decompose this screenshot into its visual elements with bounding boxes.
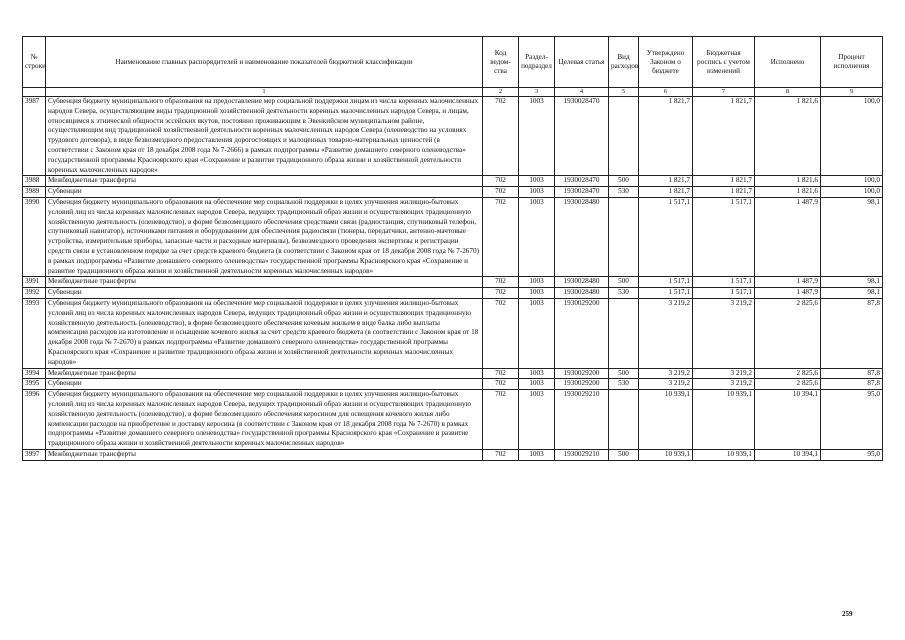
row-number: 3989 (23, 187, 46, 198)
executed-amount: 1 821,6 (755, 97, 821, 176)
approved-amount: 1 821,7 (639, 187, 693, 198)
expense-kind: 500 (609, 176, 639, 187)
dept-code: 702 (483, 449, 519, 460)
row-number: 3990 (23, 197, 46, 276)
executed-amount: 2 825,6 (755, 379, 821, 390)
table-row (23, 379, 883, 390)
section-code: 1003 (519, 379, 555, 390)
page-number: 259 (842, 610, 853, 618)
row-name: Субвенции (46, 187, 483, 198)
row-number: 3992 (23, 288, 46, 299)
target-article: 1930028480 (555, 197, 609, 276)
column-number: 8 (755, 88, 821, 97)
approved-amount: 1 517,1 (639, 197, 693, 276)
expense-kind: 530 (609, 379, 639, 390)
row-number: 3988 (23, 176, 46, 187)
budget-document (22, 36, 882, 461)
target-article: 1930029200 (555, 379, 609, 390)
budget-amount: 1 821,7 (693, 97, 755, 176)
section-code: 1003 (519, 97, 555, 176)
execution-percent: 98,1 (821, 288, 883, 299)
column-number: 1 (46, 88, 483, 97)
row-name: Межбюджетные трансферты (46, 368, 483, 379)
section-code: 1003 (519, 368, 555, 379)
row-name: Субвенция бюджету муниципального образования на обеспечение мер социальной поддержки в целях улучшения жилищно-бытовых условий лиц из числа коренных малочисленных народов Севера, ведущих традиционный образ жизни и осуществляющих традиционную хозяйственную деятельность (оленеводство), в форме безвозмездного обеспечения керосином для освещения кочевого жилья либо компенсации расходов на приобретение и доставку керосина (в соответствии с Законом края от 18 декабря 2008 года № 7-2670) в рамках подпрограммы «Развитие домашнего северного оленеводства» государственной программы Красноярского края «Сохранение и развитие традиционного образа жизни и хозяйственной деятельности коренных малочисленных народов» (46, 390, 483, 450)
dept-code: 702 (483, 176, 519, 187)
section-code: 1003 (519, 197, 555, 276)
target-article: 1930029200 (555, 368, 609, 379)
column-number: 9 (821, 88, 883, 97)
table-row (23, 449, 883, 460)
approved-amount: 3 219,2 (639, 298, 693, 368)
table-row (23, 97, 883, 176)
row-number: 3987 (23, 97, 46, 176)
expense-kind: 500 (609, 277, 639, 288)
row-number: 3997 (23, 449, 46, 460)
budget-amount: 3 219,2 (693, 368, 755, 379)
column-number: 3 (519, 88, 555, 97)
dept-code: 702 (483, 379, 519, 390)
header-dept-code: Код ведом-ства (483, 37, 519, 88)
section-code: 1003 (519, 298, 555, 368)
approved-amount: 1 821,7 (639, 97, 693, 176)
row-number: 3991 (23, 277, 46, 288)
column-number: 5 (609, 88, 639, 97)
dept-code: 702 (483, 298, 519, 368)
budget-amount: 1 821,7 (693, 176, 755, 187)
expense-kind: 530 (609, 187, 639, 198)
target-article: 1930028480 (555, 288, 609, 299)
dept-code: 702 (483, 288, 519, 299)
section-code: 1003 (519, 277, 555, 288)
table-row (23, 176, 883, 187)
expense-kind: 500 (609, 368, 639, 379)
target-article: 1930028470 (555, 97, 609, 176)
expense-kind (609, 390, 639, 450)
budget-amount: 10 939,1 (693, 449, 755, 460)
budget-amount: 10 939,1 (693, 390, 755, 450)
target-article: 1930029210 (555, 390, 609, 450)
budget-amount: 1 517,1 (693, 288, 755, 299)
header-name: Наименование главных распорядителей и наименование показателей бюджетной классификации (46, 37, 483, 88)
expense-kind: 530 (609, 288, 639, 299)
target-article: 1930028480 (555, 277, 609, 288)
executed-amount: 1 487,9 (755, 277, 821, 288)
section-code: 1003 (519, 187, 555, 198)
dept-code: 702 (483, 197, 519, 276)
executed-amount: 2 825,6 (755, 298, 821, 368)
executed-amount: 1 487,9 (755, 288, 821, 299)
row-name: Субвенции (46, 288, 483, 299)
section-code: 1003 (519, 176, 555, 187)
table-row (23, 277, 883, 288)
header-executed: Исполнено (755, 37, 821, 88)
section-code: 1003 (519, 449, 555, 460)
budget-amount: 1 821,7 (693, 187, 755, 198)
section-code: 1003 (519, 288, 555, 299)
execution-percent: 87,8 (821, 379, 883, 390)
row-name: Субвенция бюджету муниципального образования на предоставление мер социальной поддержки лицам из числа коренных малочисленных народов Севера, осуществляющим виды традиционной хозяйственной деятельности коренных малочисленных народов Севера, и лицам, относящимся к этнической общности эссейских якутов, постоянно проживающим в Эвенкийском муниципальном районе, осуществляющим вид традиционной хозяйственной деятельности коренных малочисленных народов Севера (оленеводство на условиях трудового договора), в виде безвозмездного предоставления дорогостоящих и малоценных товарно-материальных ценностей (в соответствии с Законом края от 18 декабря 2008 года № 7-2666) в рамках подпрограммы «Развитие домашнего северного оленеводства» государственной программы Красноярского края «Сохранение и развитие традиционного образа жизни и хозяйственной деятельности коренных малочисленных народов» (46, 97, 483, 176)
column-number: 6 (639, 88, 693, 97)
approved-amount: 3 219,2 (639, 379, 693, 390)
target-article: 1930029200 (555, 298, 609, 368)
column-number: 2 (483, 88, 519, 97)
header-row-number: № строки (23, 37, 46, 88)
budget-amount: 3 219,2 (693, 298, 755, 368)
section-code: 1003 (519, 390, 555, 450)
header-approved: Утверждено Законом о бюджете (639, 37, 693, 88)
header-target-article: Целевая статья (555, 37, 609, 88)
table-row (23, 298, 883, 368)
dept-code: 702 (483, 277, 519, 288)
approved-amount: 1 821,7 (639, 176, 693, 187)
budget-amount: 1 517,1 (693, 277, 755, 288)
expense-kind: 500 (609, 449, 639, 460)
column-number: 4 (555, 88, 609, 97)
executed-amount: 10 394,1 (755, 449, 821, 460)
executed-amount: 1 487,9 (755, 197, 821, 276)
column-number: 7 (693, 88, 755, 97)
approved-amount: 10 939,1 (639, 449, 693, 460)
dept-code: 702 (483, 390, 519, 450)
row-name: Субвенция бюджету муниципального образования на обеспечение мер социальной поддержки в целях улучшения жилищно-бытовых условий лиц из числа коренных малочисленных народов Севера, ведущих традиционный образ жизни и осуществляющих традиционную хозяйственную деятельность (оленеводство), в форме безвозмездного обеспечения средствами связи (радиостанция, спутниковый телефон, спутниковый навигатор), источниками питания и оборудованием для обеспечения радиосвязи (тюнеры, передатчики, антенно-мачтовые устройства, измерительные приборы, запасные части и расходные материалы), безвозмездного проведения экспертизы и регистрации средств связи в установленном порядке за счет средств краевого бюджета (в соответствии с Законом края от 18 декабря 2008 года № 7-2670) в рамках подпрограммы «Развитие домашнего северного оленеводства» государственной программы Красноярского края «Сохранение и развитие традиционного образа жизни и хозяйственной деятельности коренных малочисленных народов» (46, 197, 483, 276)
approved-amount: 1 517,1 (639, 277, 693, 288)
table-row (23, 288, 883, 299)
budget-amount: 3 219,2 (693, 379, 755, 390)
expense-kind (609, 197, 639, 276)
expense-kind (609, 97, 639, 176)
row-number: 3996 (23, 390, 46, 450)
approved-amount: 1 517,1 (639, 288, 693, 299)
table-row (23, 390, 883, 450)
execution-percent: 98,1 (821, 197, 883, 276)
header-percent: Процент исполнения (821, 37, 883, 88)
executed-amount: 1 821,6 (755, 176, 821, 187)
row-number: 3995 (23, 379, 46, 390)
row-name: Межбюджетные трансферты (46, 449, 483, 460)
row-name: Субвенция бюджету муниципального образования на обеспечение мер социальной поддержки в целях улучшения жилищно-бытовых условий лиц из числа коренных малочисленных народов Севера, ведущих традиционный образ жизни и осуществляющих традиционную хозяйственную деятельность (оленеводство), в форме безвозмездного обеспечения кочевым жильем в виде балка либо выплаты компенсации расходов на изготовление и оснащение кочевого жилья за счет средств краевого бюджета (в соответствии с Законом края от 18 декабря 2008 года № 7-2670) в рамках подпрограммы «Развитие домашнего северного оленеводства» государственной программы Красноярского края «Сохранение и развитие традиционного образа жизни и хозяйственной деятельности коренных малочисленных народов» (46, 298, 483, 368)
dept-code: 702 (483, 187, 519, 198)
row-name: Межбюджетные трансферты (46, 176, 483, 187)
execution-percent: 95,0 (821, 449, 883, 460)
table-row (23, 368, 883, 379)
table-row (23, 187, 883, 198)
execution-percent: 100,0 (821, 187, 883, 198)
approved-amount: 3 219,2 (639, 368, 693, 379)
execution-percent: 87,8 (821, 298, 883, 368)
target-article: 1930028470 (555, 176, 609, 187)
executed-amount: 2 825,6 (755, 368, 821, 379)
execution-percent: 95,0 (821, 390, 883, 450)
execution-percent: 98,1 (821, 277, 883, 288)
budget-amount: 1 517,1 (693, 197, 755, 276)
execution-percent: 100,0 (821, 97, 883, 176)
row-number: 3994 (23, 368, 46, 379)
executed-amount: 1 821,6 (755, 187, 821, 198)
dept-code: 702 (483, 368, 519, 379)
row-number: 3993 (23, 298, 46, 368)
row-name: Межбюджетные трансферты (46, 277, 483, 288)
header-section: Раздел-подраздел (519, 37, 555, 88)
expense-kind (609, 298, 639, 368)
header-expense-kind: Вид расходов (609, 37, 639, 88)
executed-amount: 10 394,1 (755, 390, 821, 450)
execution-percent: 87,8 (821, 368, 883, 379)
table-row (23, 197, 883, 276)
execution-percent: 100,0 (821, 176, 883, 187)
header-budget-schedule: Бюджетная роспись с учетом изменений (693, 37, 755, 88)
approved-amount: 10 939,1 (639, 390, 693, 450)
budget-table (22, 36, 883, 461)
header-row (23, 37, 883, 88)
target-article: 1930028470 (555, 187, 609, 198)
dept-code: 702 (483, 97, 519, 176)
column-number (23, 88, 46, 97)
target-article: 1930029210 (555, 449, 609, 460)
column-number-row (23, 88, 883, 97)
row-name: Субвенции (46, 379, 483, 390)
